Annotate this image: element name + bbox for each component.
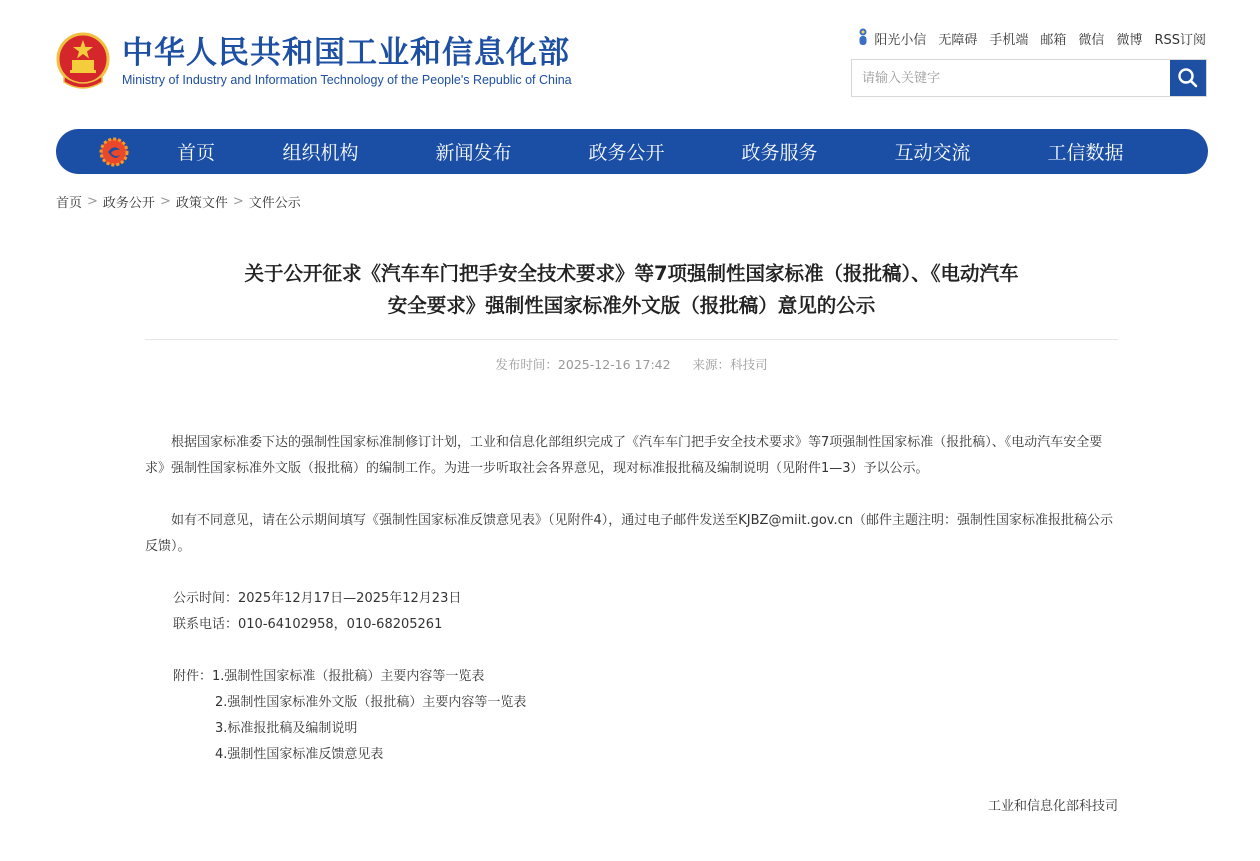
attachment-link-4[interactable]: 4.强制性国家标准反馈意见表: [215, 747, 384, 762]
mascot-icon: [856, 28, 870, 48]
breadcrumb-policy-docs[interactable]: 政策文件: [175, 196, 228, 211]
notice-period: 公示时间：2025年12月17日—2025年12月23日: [173, 591, 462, 606]
article-signature: 工业和信息化部科技司: [987, 799, 1118, 814]
attachment-first: [145, 664, 1118, 690]
nav-item-interaction[interactable]: 互动交流: [894, 142, 971, 164]
breadcrumb-home[interactable]: 首页: [56, 196, 83, 211]
site-title-en: Ministry of Industry and Information Technology of the People's Republic of China: [122, 73, 572, 87]
site-logo[interactable]: [56, 32, 572, 90]
national-emblem-icon: [56, 32, 110, 90]
search-icon: [1177, 67, 1199, 89]
breadcrumb: [56, 192, 301, 211]
article-title-line2: 安全要求》强制性国家标准外文版（报批稿）意见的公示: [387, 294, 876, 317]
top-link-mail[interactable]: 邮箱: [1040, 32, 1067, 48]
ministry-logo-icon: [98, 136, 130, 168]
search-button[interactable]: [1170, 60, 1206, 96]
publish-info: [495, 357, 670, 372]
article-title: [145, 258, 1118, 322]
source-label: 来源：: [692, 357, 731, 372]
chevron-right-icon: >: [159, 194, 171, 209]
nav-item-government-affairs[interactable]: 政务公开: [588, 142, 665, 164]
top-link-rss[interactable]: RSS订阅: [1154, 32, 1206, 48]
main-nav: [56, 129, 1208, 174]
attachment-link-2[interactable]: 2.强制性国家标准外文版（报批稿）主要内容等一览表: [215, 695, 527, 710]
top-link-sunshine[interactable]: [856, 28, 926, 48]
publish-label: 发布时间：: [495, 357, 558, 372]
nav-item-data[interactable]: 工信数据: [1047, 142, 1124, 164]
source-value: 科技司: [730, 357, 768, 372]
breadcrumb-government-affairs[interactable]: 政务公开: [102, 196, 155, 211]
breadcrumb-file-notice[interactable]: 文件公示: [248, 196, 301, 211]
top-link-mobile[interactable]: 手机端: [989, 32, 1029, 48]
contact-phone: 联系电话：010-64102958，010-68205261: [173, 617, 443, 632]
nav-item-news[interactable]: 新闻发布: [435, 142, 512, 164]
article-title-line1: 关于公开征求《汽车车门把手安全技术要求》等7项强制性国家标准（报批稿）、《电动汽车: [244, 262, 1019, 285]
nav-item-services[interactable]: 政务服务: [741, 142, 818, 164]
top-link-label: 阳光小信: [874, 32, 927, 48]
title-divider: [145, 339, 1118, 340]
nav-item-organization[interactable]: 组织机构: [282, 142, 359, 164]
attachment-row-2: [145, 690, 1118, 716]
article-paragraph-1: 根据国家标准委下达的强制性国家标准制修订计划，工业和信息化部组织完成了《汽车车门把手安全技术要求》等7项强制性国家标准（报批稿）、《电动汽车安全要求》强制性国家标准外文版（报批稿）的编制工作。为进一步听取社会各界意见，现对标准报批稿及编制说明（见附件1—3）予以公示。: [145, 435, 1103, 476]
nav-item-home[interactable]: 首页: [176, 142, 215, 164]
top-link-weibo[interactable]: 微博: [1116, 32, 1143, 48]
top-link-accessibility[interactable]: 无障碍: [938, 32, 978, 48]
article-body: [145, 430, 1118, 820]
chevron-right-icon: >: [87, 194, 98, 209]
top-link-wechat[interactable]: 微信: [1078, 32, 1105, 48]
publish-time: 2025-12-16 17:42: [557, 357, 671, 372]
attachment-row-4: [145, 742, 1118, 768]
chevron-right-icon: >: [232, 194, 244, 209]
attachment-row-3: [145, 716, 1118, 742]
search-box: [851, 59, 1207, 97]
attachments-label: 附件：: [173, 669, 213, 684]
source-info: [693, 357, 768, 372]
attachment-link-3[interactable]: 3.标准报批稿及编制说明: [215, 721, 358, 736]
top-links: [856, 28, 1206, 48]
article-meta: [145, 355, 1118, 373]
attachment-link-1[interactable]: 1.强制性国家标准（报批稿）主要内容等一览表: [212, 669, 485, 684]
site-title-cn: 中华人民共和国工业和信息化部: [122, 35, 570, 71]
article-paragraph-2: 如有不同意见，请在公示期间填写《强制性国家标准反馈意见表》（见附件4），通过电子邮件发送至KJBZ@miit.gov.cn（邮件主题注明：强制性国家标准报批稿公示反馈）。: [145, 513, 1113, 554]
search-input[interactable]: [852, 60, 1170, 96]
